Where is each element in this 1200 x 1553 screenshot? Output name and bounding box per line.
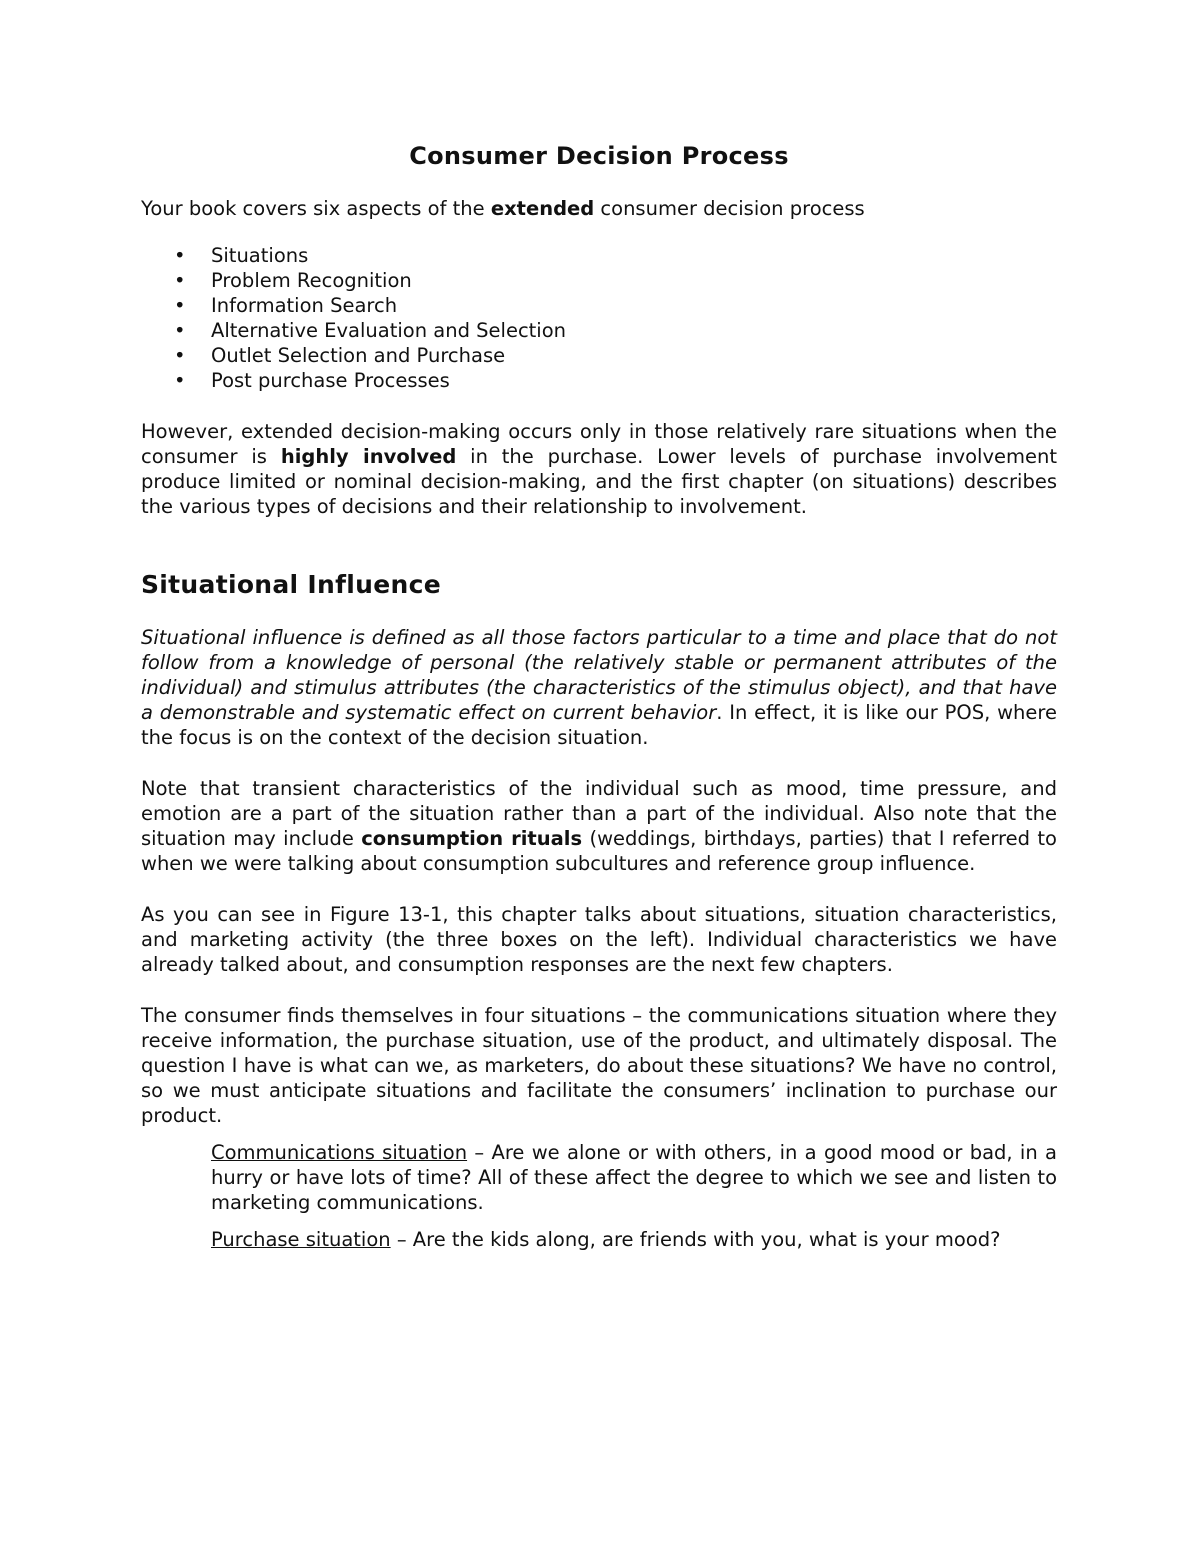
bullet-icon: •: [174, 319, 186, 342]
document-title: Consumer Decision Process: [409, 142, 789, 170]
highly-involved-term: highly involved: [280, 445, 457, 468]
paragraph-text: However, extended decision-making occurs only in those relatively rare situations when the consumer is: [141, 420, 1057, 468]
bullet-icon: •: [174, 244, 186, 267]
purchase-situation-label: Purchase situation: [211, 1228, 391, 1251]
intro-bold-term: extended: [490, 197, 595, 220]
list-item: [141, 268, 1057, 293]
list-item: [141, 368, 1057, 393]
list-item-text: Outlet Selection and Purchase: [211, 344, 506, 367]
list-item: [141, 343, 1057, 368]
purchase-situation-text: – Are the kids along, are friends with you, what is your mood?: [390, 1228, 1001, 1251]
list-item-text: Information Search: [211, 294, 398, 317]
list-item: [141, 318, 1057, 343]
intro-text: Your book covers six aspects of the: [141, 197, 491, 220]
communications-situation-item: [211, 1140, 1057, 1215]
list-item: [141, 293, 1057, 318]
list-item: [141, 243, 1057, 268]
intro-paragraph: [141, 196, 1057, 221]
list-item-text: Post purchase Processes: [211, 369, 450, 392]
list-item-text: Situations: [211, 244, 309, 267]
document-page: [141, 138, 1057, 1264]
aspects-list: [141, 243, 1057, 393]
transient-characteristics-paragraph: [141, 776, 1057, 876]
definition-italic-text: Situational influence is defined as all those factors particular to a time and place that do not follow from a knowledge of personal (the relatively stable or permanent attributes of the individual) and stimulus attributes (the characteristics of the stimulus object), and that have a demonstrable and systematic effect on current behavior: [141, 626, 1057, 724]
list-item-text: Problem Recognition: [211, 269, 412, 292]
list-item-text: Alternative Evaluation and Selection: [211, 319, 567, 342]
section-heading: Situational Influence: [141, 570, 442, 599]
paragraph-text-end: (weddings, birthdays, parties) that I referred to when we were talking about consumption subcultures and reference group influence.: [141, 827, 1057, 875]
bullet-icon: •: [174, 369, 186, 392]
purchase-situation-item: [211, 1227, 1057, 1252]
consumption-rituals-term: consumption rituals: [361, 827, 583, 850]
communications-situation-label: Communications situation: [211, 1141, 468, 1164]
involvement-paragraph: [141, 419, 1057, 519]
figure-reference-paragraph: As you can see in Figure 13-1, this chapter talks about situations, situation characteristics, and marketing activity (the three boxes on the left). Individual characteristics we have already talked about, and consumption responses are the next few chapters.: [141, 903, 1057, 976]
bullet-icon: •: [174, 294, 186, 317]
communications-situation-text: – Are we alone or with others, in a good mood or bad, in a hurry or have lots of time? All of these affect the degree to which we see and listen to marketing communications.: [211, 1141, 1057, 1214]
four-situations-paragraph: The consumer finds themselves in four situations – the communications situation where they receive information, the purchase situation, use of the product, and ultimately disposal. The question I have is what can we, as marketers, do about these situations? We have no control, so we must anticipate situations and facilitate the consumers’ inclination to purchase our product.: [141, 1004, 1057, 1127]
bullet-icon: •: [174, 344, 186, 367]
paragraph-text-end: . In effect, it is like our POS, where the focus is on the context of the decision situation.: [141, 701, 1057, 749]
definition-paragraph: [141, 625, 1057, 750]
bullet-icon: •: [174, 269, 186, 292]
intro-text-end: consumer decision process: [594, 197, 865, 220]
paragraph-text-end: in the purchase. Lower levels of purchase involvement produce limited or nominal decision-making, and the first chapter (on situations) describes the various types of decisions and their relationship to involvement.: [141, 445, 1057, 518]
paragraph-text: Note that transient characteristics of the individual such as mood, time pressure, and emotion are a part of the situation rather than a part of the individual. Also note that the situation may include: [141, 777, 1057, 850]
